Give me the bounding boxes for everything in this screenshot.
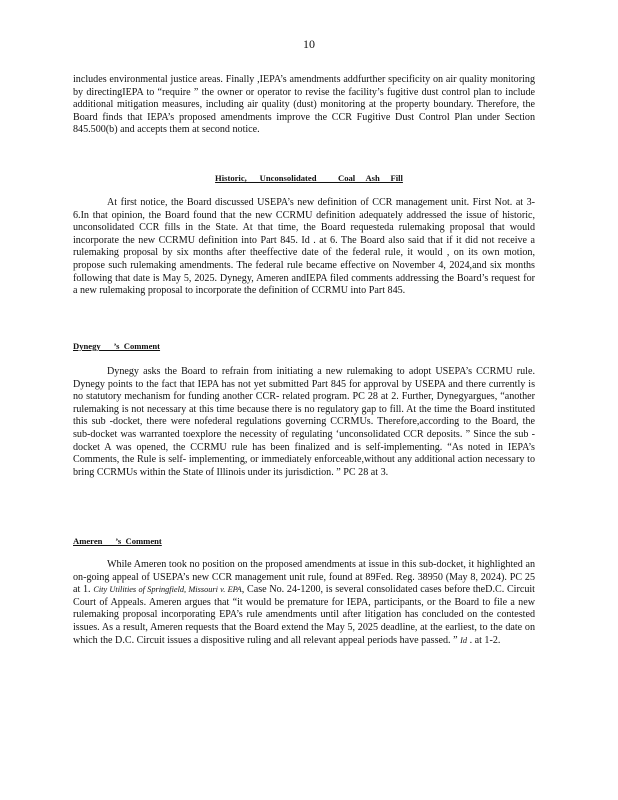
heading-historic-coal-ash-fill: Historic, Unconsolidated Coal Ash Fill xyxy=(215,173,403,183)
id-citation: Id xyxy=(460,635,468,645)
paragraph-ameren: While Ameren took no position on the proposed amendments at issue in this sub-docket, it highlighted an on-going appeal of USEPA’s new CCR management unit rule, found at 89Fed. Reg. 38950 (May 8, 2024). PC 25 at 1. City Utilities of Springfield, Missouri v. EPA, Case No. 24-1200, is several consolidated cases before theD.C. Circuit Court of Appeals. Ameren argues that “it would be premature for IEPA, participants, or the Board to file a new rulemaking proposal incorporating EPA’s rule amendments until after litigation has concluded on the contested issues. As a result, Ameren requests that the Board extend the May 5, 2025 deadline, at the earliest, to the date on which the D.C. Circuit issues a dispositive ruling and all relevant appeal periods have passed. ” Id . at 1-2. xyxy=(73,559,535,646)
paragraph-first-notice: At first notice, the Board discussed USEPA’s new definition of CCR management unit. First Not. at 3-6.In that opinion, the Board found that the new CCRMU definition adequately addressed the issue of historic, unconsolidated CCR fills in the State. At that time, the Board requesteda rulemaking proposal that would incorporate the new CCRMU definition into Part 845. Id . at 6. The Board also said that if it did not receive a rulemaking proposal by six months after theeffective date of the federal rule, it would , on its own motion, propose such rulemaking amendments. The federal rule became effective on November 4, 2024,and six months following that date is May 5, 2025. Dynegy, Ameren andIEPA filed comments addressing the Board’s request for a new rulemaking proposal to incorporate the definition of CCRMU into Part 845. xyxy=(73,197,535,297)
paragraph-fugitive-dust: includes environmental justice areas. Finally ,IEPA’s amendments addfurther specificity on air quality monitoring by directingIEPA to “require ” the owner or operator to revise the facility’s fugitive dust control plan to include additional mitigation measures, including air quality (dust) monitoring at the property boundary. Therefore, the Board finds that IEPA’s proposed amendments improve the CCR Fugitive Dust Control Plan under Section 845.500(b) and accepts them at second notice. xyxy=(73,74,535,136)
paragraph-dynegy: Dynegy asks the Board to refrain from initiating a new rulemaking to adopt USEPA’s CCRMU rule. Dynegy points to the fact that IEPA has not yet submitted Part 845 for approval by USEPA and there currently is no statutory mechanism for funding another CCR- related program. PC 28 at 2. Further, Dynegyargues, “another rulemaking is not necessary at this time because there is no regulatory gap to fill. At the time the Board instituted this sub -docket, there were nofederal regulations governing CCRMUs. Therefore,according to the Board, the sub-docket was warranted toexplore the necessity of regulating ‘unconsolidated CCR deposits. ” Since the sub -docket A was opened, the CCRMU rule has been finalized and is self-implementing. “As noted in IEPA’s Comments, the Rule is self- implementing, or immediately enforceable,without any additional action necessary to bring CCRMUs within the State of Illinois under its jurisdiction. ” PC 28 at 3. xyxy=(73,366,535,478)
heading-dynegy-comment: Dynegy ’s Comment xyxy=(73,341,161,351)
page-number: 10 xyxy=(303,37,315,51)
case-citation: City Utilities of Springfield, Missouri v. EPA xyxy=(93,585,242,595)
heading-ameren-comment: Ameren ’s Comment xyxy=(73,536,162,546)
